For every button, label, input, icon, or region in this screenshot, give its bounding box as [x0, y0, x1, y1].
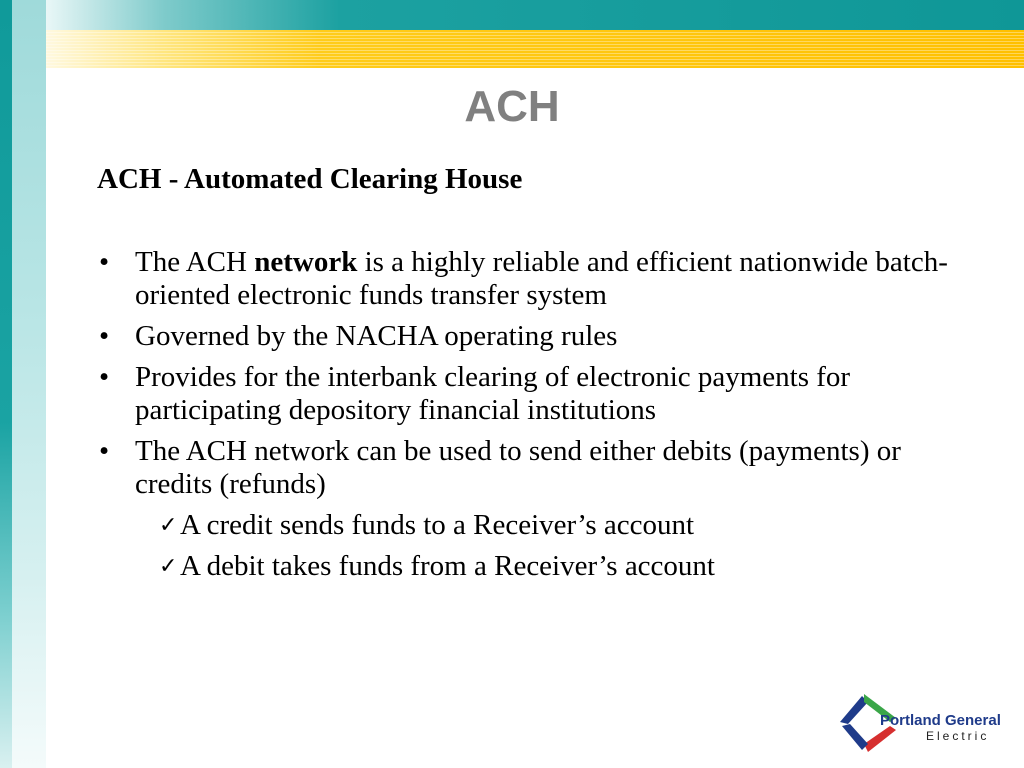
check-item	[97, 550, 977, 583]
bullet-text: Governed by the NACHA operating rules	[135, 320, 618, 352]
logo-name-line2: Electric	[926, 729, 990, 743]
slide-title: ACH	[464, 82, 560, 131]
checkmark-icon: ✓	[159, 554, 178, 579]
bullet-item	[97, 320, 977, 353]
check-item-text: A credit sends funds to a Receiver’s account	[180, 509, 695, 541]
bullet-dot-icon: •	[99, 320, 110, 352]
bullet-item	[97, 435, 977, 501]
bullet-text-bold: network	[254, 246, 358, 278]
check-item	[97, 509, 977, 542]
top-teal-band	[46, 0, 1024, 30]
bullet-text: The ACH network can be used to send either debits (payments) or credits (refunds)	[135, 435, 901, 500]
check-list	[97, 509, 977, 583]
bullet-text-pre: The ACH	[135, 246, 255, 278]
sub-list-container	[97, 509, 977, 583]
slide-subtitle: ACH - Automated Clearing House	[97, 163, 523, 195]
bullet-dot-icon: •	[99, 246, 110, 278]
company-logo	[838, 692, 1008, 754]
logo-name-line1: Portland General	[880, 712, 1001, 729]
top-yellow-band	[46, 30, 1024, 68]
checkmark-icon: ✓	[159, 513, 178, 538]
bullet-item	[97, 361, 977, 427]
bullet-text-post: is a highly reliable and efficient nationwide batch-oriented electronic funds transfer system	[135, 246, 948, 311]
bullet-text: Provides for the interbank clearing of electronic payments for participating depository financial institutions	[135, 361, 851, 426]
bullet-dot-icon: •	[99, 361, 110, 393]
bullet-list	[97, 246, 977, 591]
bullet-item	[97, 246, 977, 312]
check-item-text: A debit takes funds from a Receiver’s account	[180, 550, 715, 582]
bullet-dot-icon: •	[99, 435, 110, 467]
